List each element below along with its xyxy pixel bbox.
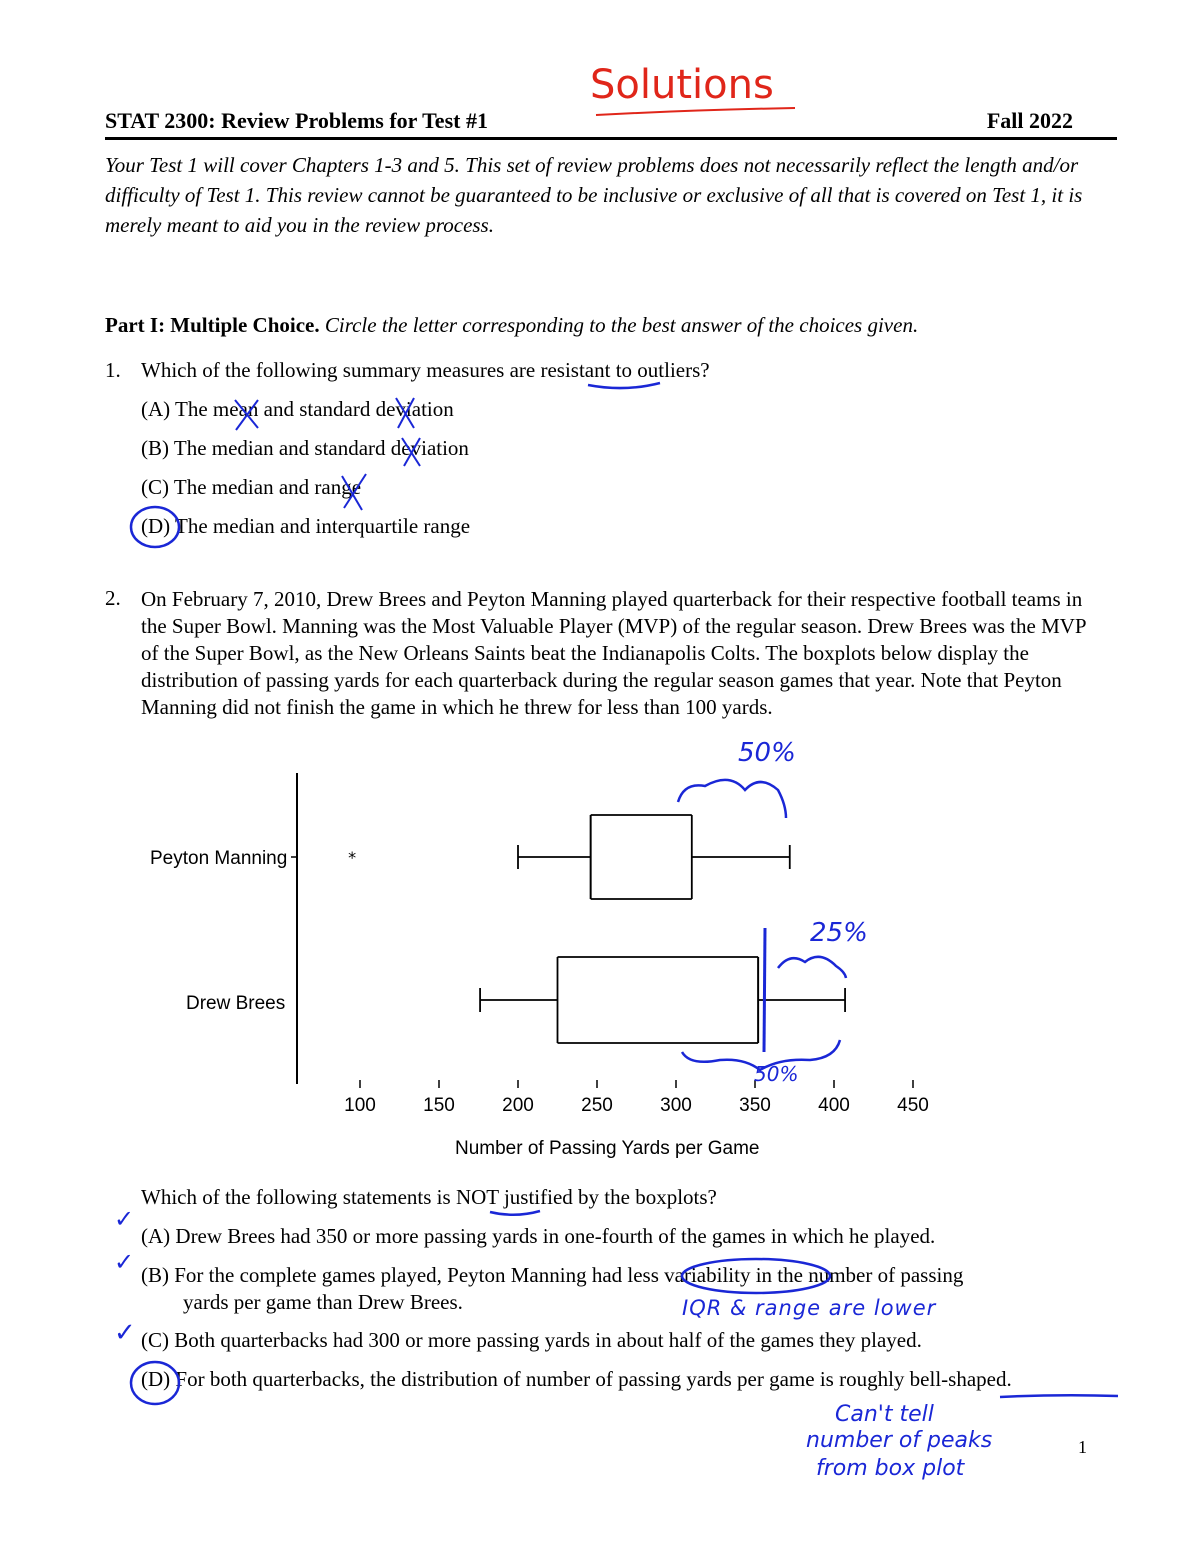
annotation-50-bottom: 50% <box>754 1062 799 1086</box>
check-mark-b: ✓ <box>114 1248 135 1276</box>
annotation-50-top: 50% <box>738 738 796 768</box>
q1-option-b: (B) The median and standard deviation <box>141 436 469 460</box>
q1-option-a: (A) The mean and standard deviation <box>141 397 454 421</box>
q2-option-b: (B) For the complete games played, Peyton Manning had less variability in the number of passing <box>141 1263 964 1287</box>
x-tick-label-450: 450 <box>897 1095 929 1116</box>
x-tick-label-150: 150 <box>423 1095 455 1116</box>
q2-option-a: (A) Drew Brees had 350 or more passing yards in one-fourth of the games in which he played. <box>141 1224 936 1248</box>
q1-option-d: (D) The median and interquartile range <box>141 514 471 538</box>
q1-number: 1. <box>105 358 121 382</box>
cant-tell-line1: Can't tell <box>835 1402 934 1427</box>
cant-tell-line3: from box plot <box>816 1456 965 1481</box>
q2-number: 2. <box>105 586 121 610</box>
q1-text: Which of the following summary measures are resistant to outliers? <box>141 358 710 382</box>
check-mark-a: ✓ <box>114 1205 135 1233</box>
x-tick-label-100: 100 <box>344 1095 376 1116</box>
check-mark-c: ✓ <box>114 1318 136 1348</box>
cant-tell-line2: number of peaks <box>806 1428 993 1453</box>
page-number: 1 <box>1078 1437 1087 1457</box>
q2-option-d: (D) For both quarterbacks, the distribution of number of passing yards per game is roughly bell-shaped. <box>141 1367 1012 1391</box>
iqr-note: IQR & range are lower <box>682 1296 937 1320</box>
part1-heading: Part I: Multiple Choice. <box>105 313 320 337</box>
x-tick-label-350: 350 <box>739 1095 771 1116</box>
x-axis-label: Number of Passing Yards per Game <box>455 1138 760 1159</box>
ylabel-brees: Drew Brees <box>186 993 286 1014</box>
course-title: STAT 2300: Review Problems for Test #1 <box>105 108 488 133</box>
q1-option-c: (C) The median and range <box>141 475 362 499</box>
peyton-manning-outlier-0: * <box>348 848 357 867</box>
term-label: Fall 2022 <box>986 108 1073 133</box>
x-tick-label-300: 300 <box>660 1095 692 1116</box>
solutions-title: Solutions <box>590 62 774 108</box>
q2-option-c: (C) Both quarterbacks had 300 or more passing yards in about half of the games they played. <box>141 1328 922 1352</box>
annotation-25: 25% <box>810 918 868 948</box>
ylabel-peyton: Peyton Manning <box>150 848 288 869</box>
intro-paragraph: Your Test 1 will cover Chapters 1-3 and 5. This set of review problems does not necessarily reflect the length and/or difficulty of Test 1. This review cannot be guaranteed to be inclusive or exclusive of all that is covered on Test 1, it is merely meant to aid you in the review process. <box>105 153 1083 237</box>
q2-text: On February 7, 2010, Drew Brees and Peyton Manning played quarterback for their respective football teams in the Super Bowl. Manning was the Most Valuable Player (MVP) of the regular season. Drew Brees was the MVP of the Super Bowl, as the New Orleans Saints beat the Indianapolis Colts. The boxplots below display the distribution of passing yards for each quarterback during the regular season games that year. Note that Peyton Manning did not finish the game in which he threw for less than 100 yards. <box>141 587 1086 719</box>
x-tick-label-400: 400 <box>818 1095 850 1116</box>
q2-option-b-cont: yards per game than Drew Brees. <box>183 1290 463 1314</box>
part1-instruction: Circle the letter corresponding to the best answer of the choices given. <box>324 313 919 337</box>
x-tick-label-250: 250 <box>581 1095 613 1116</box>
q2-prompt: Which of the following statements is NOT justified by the boxplots? <box>141 1185 717 1209</box>
x-tick-label-200: 200 <box>502 1095 534 1116</box>
